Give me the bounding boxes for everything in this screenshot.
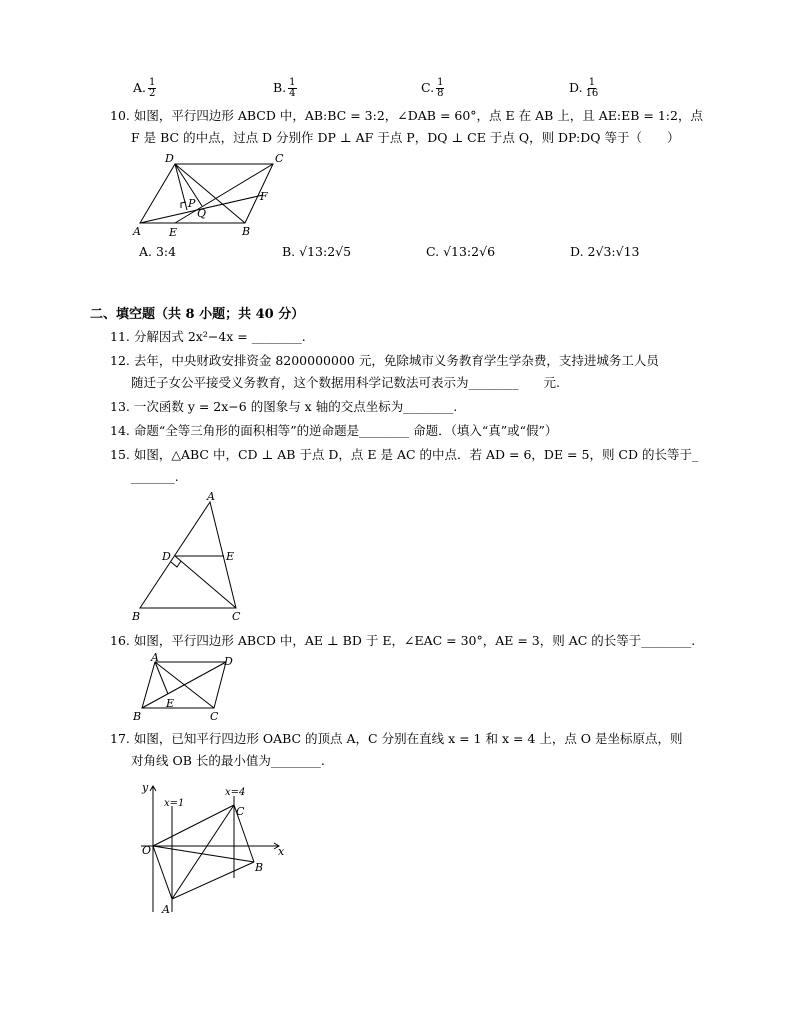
q17-segment-oc (153, 805, 234, 846)
q13-text: 13. 一次函数 y = 2x−6 的图象与 x 轴的交点坐标为________. (110, 399, 458, 414)
q10-option-a: A. 3:4 (139, 244, 177, 259)
q16-label-c: C (210, 710, 219, 723)
q10-label-q: Q (197, 207, 207, 220)
q10-line-db (175, 164, 245, 223)
q10-parallelogram (140, 164, 273, 223)
q17-label-b: B (255, 861, 264, 874)
q10-figure (125, 150, 295, 240)
q17-segment-ob (153, 846, 254, 862)
q17-label-x1: x=1 (164, 798, 185, 809)
q15-line2: _______. (131, 469, 179, 484)
q10-label-e: E (169, 226, 178, 239)
q11-text: 11. 分解因式 2x²−4x = ________. (110, 329, 306, 344)
q17-label-o: O (142, 844, 152, 857)
q17-line1: 17. 如图，已知平行四边形 OABC 的顶点 A，C 分别在直线 x = 1 和 x = 4 上，点 O 是坐标原点，则 (110, 731, 683, 746)
q17-figure (133, 778, 293, 918)
q10-option-d: D. 2√3:√13 (570, 244, 640, 259)
q14-text: 14. 命题“全等三角形的面积相等”的逆命题是________ 命题．（填入“真”或“假”） (110, 423, 558, 438)
q17-label-y: y (142, 781, 149, 794)
q10-label-b: B (242, 225, 251, 238)
q16-label-e: E (166, 697, 175, 710)
q10-label-c: C (275, 152, 284, 165)
q15-figure (128, 490, 248, 625)
q17-segment-oa (153, 846, 172, 899)
q15-label-e: E (226, 550, 235, 563)
q15-line1: 15. 如图，△ABC 中，CD ⊥ AB 于点 D，点 E 是 AC 的中点．若 AD = 6，DE = 5，则 CD 的长等于_ (110, 447, 699, 462)
q17-label-x4: x=4 (225, 787, 246, 798)
q16-text: 16. 如图，平行四边形 ABCD 中，AE ⊥ BD 于 E，∠EAC = 30°，AE = 3，则 AC 的长等于________. (110, 633, 696, 648)
q16-label-d: D (224, 655, 233, 668)
q16-line-bd (142, 662, 226, 708)
q10-label-f: F (260, 190, 268, 203)
section-title: 二、填空题（共 8 小题；共 40 分） (90, 307, 305, 322)
q17-label-x: x (278, 845, 285, 858)
q10-line2: F 是 BC 的中点，过点 D 分别作 DP ⊥ AF 于点 P，DQ ⊥ CE 于点 Q，则 DP:DQ 等于（ ） (131, 130, 680, 145)
q10-line1: 10. 如图，平行四边形 ABCD 中，AB:BC = 3:2，∠DAB = 60°，点 E 在 AB 上，且 AE:EB = 1:2，点 (110, 108, 703, 123)
q10-option-c: C. √13:2√6 (426, 244, 496, 259)
q9-option-b: B. $\frac{1}{4}$ (273, 77, 296, 99)
q16-label-b: B (133, 710, 142, 723)
q10-line-ce (175, 164, 273, 223)
q10-label-a: A (133, 225, 141, 238)
q15-right-angle-d (171, 561, 181, 567)
q16-figure (130, 652, 240, 724)
q17-line2: 对角线 OB 长的最小值为________. (131, 753, 325, 768)
q16-label-a: A (151, 652, 159, 664)
q9-option-c: C. $\frac{1}{8}$ (421, 77, 444, 99)
q12-line1: 12. 去年，中央财政安排资金 8200000000 元，免除城市义务教育学生学杂费，支持进城务工人员 (110, 353, 659, 368)
q15-line-cd (175, 556, 236, 608)
q10-label-d: D (165, 152, 174, 165)
q15-triangle-abc (140, 502, 236, 608)
q12-line2: 随迁子女公平接受义务教育，这个数据用科学记数法可表示为________ 元. (131, 375, 560, 390)
q10-label-p: P (188, 197, 196, 210)
q9-option-d: D. $\frac{1}{16}$ (569, 77, 599, 99)
q15-label-a: A (207, 490, 215, 503)
q17-label-a: A (162, 903, 170, 916)
q9-option-a: A. $\frac{1}{2}$ (133, 77, 156, 99)
q10-option-b: B. √13:2√5 (282, 244, 352, 259)
q17-label-c: C (236, 805, 245, 818)
q15-label-c: C (232, 610, 241, 623)
q15-label-b: B (132, 610, 141, 623)
q15-label-d: D (162, 550, 171, 563)
